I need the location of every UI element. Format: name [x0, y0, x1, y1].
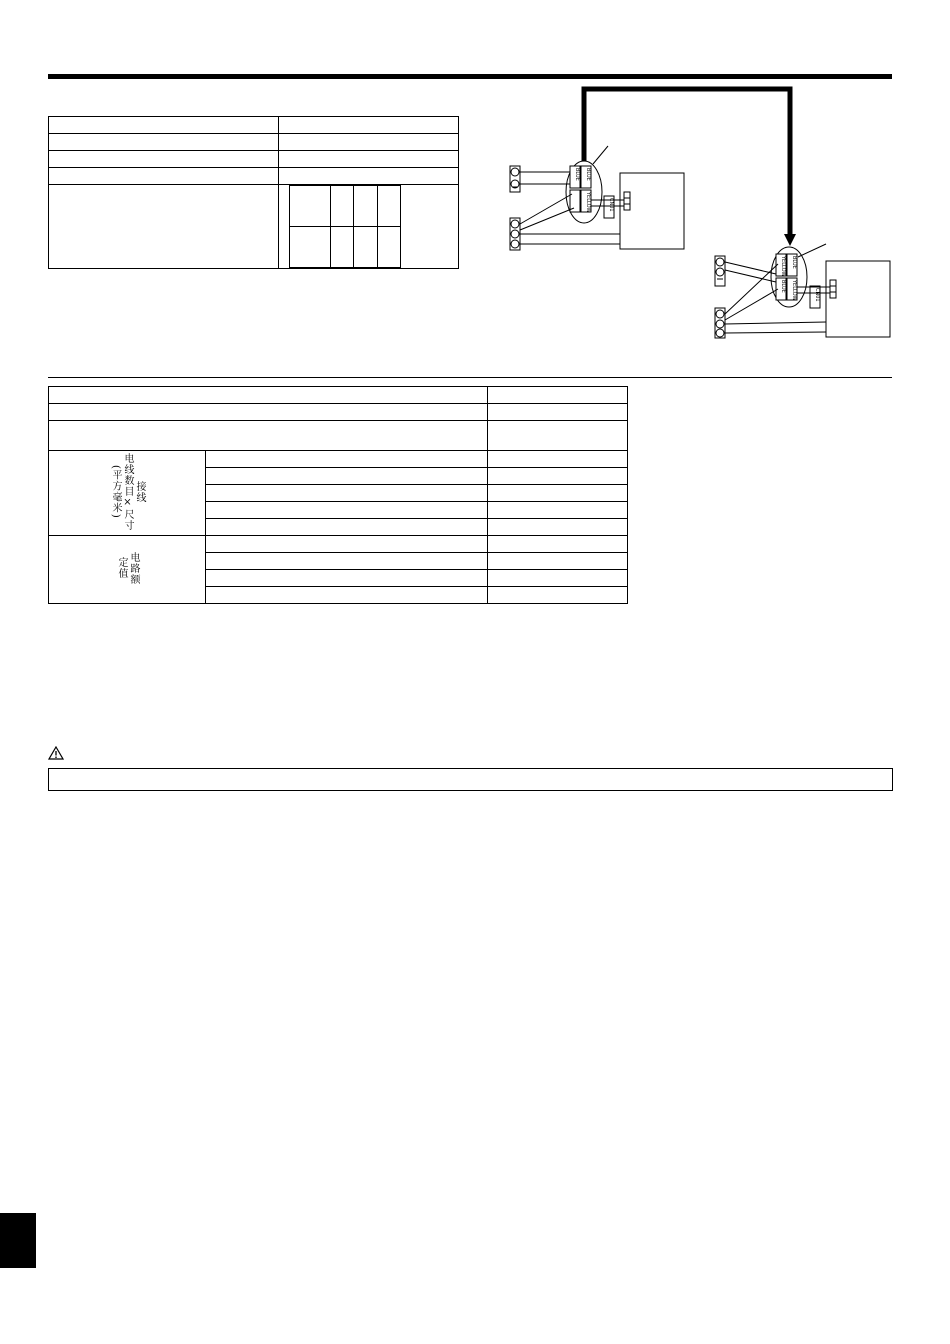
plug-label: YELLOW: [791, 280, 797, 301]
table-row: [49, 421, 628, 451]
plug-label: BLUE: [780, 280, 786, 293]
connector-label: CN01: [814, 288, 820, 302]
table-row: [49, 151, 459, 168]
wiring-table: [48, 386, 628, 604]
section-rule: [48, 377, 892, 378]
warning-box: [48, 768, 893, 791]
warning-triangle-icon: [48, 746, 64, 760]
arrow-head-icon: [784, 234, 796, 246]
table-row: [49, 185, 459, 269]
inner-grid: [289, 185, 401, 268]
plug-label: BLUE: [585, 168, 591, 181]
unit-1: [510, 146, 684, 250]
plug-label: YELLOW: [780, 256, 786, 277]
connector-label: CN01: [608, 198, 614, 212]
circuit-rating-label-cell: [49, 536, 206, 604]
circuit-rating-label: 电路额 定值: [116, 551, 139, 585]
table-row: [49, 168, 459, 185]
spec-table: [48, 116, 459, 269]
table-row: [49, 134, 459, 151]
connection-wire: [584, 89, 790, 236]
table-row: [49, 387, 628, 404]
unit-2: [715, 244, 890, 338]
table-row: [49, 536, 628, 553]
table-row: [49, 117, 459, 134]
table-row: [49, 404, 628, 421]
wiring-diagram: [500, 84, 895, 344]
wiring-size-label-cell: [49, 451, 206, 536]
wiring-size-label: 接线 电线数目×尺寸 (平方毫米): [110, 452, 145, 531]
plug-label: YELLOW: [585, 192, 591, 213]
plug-label: BLUE: [574, 168, 580, 181]
table-row: [49, 451, 628, 468]
page-tab: [0, 1213, 36, 1268]
plug-label: BLUE: [791, 256, 797, 269]
header-rule: [48, 74, 892, 79]
